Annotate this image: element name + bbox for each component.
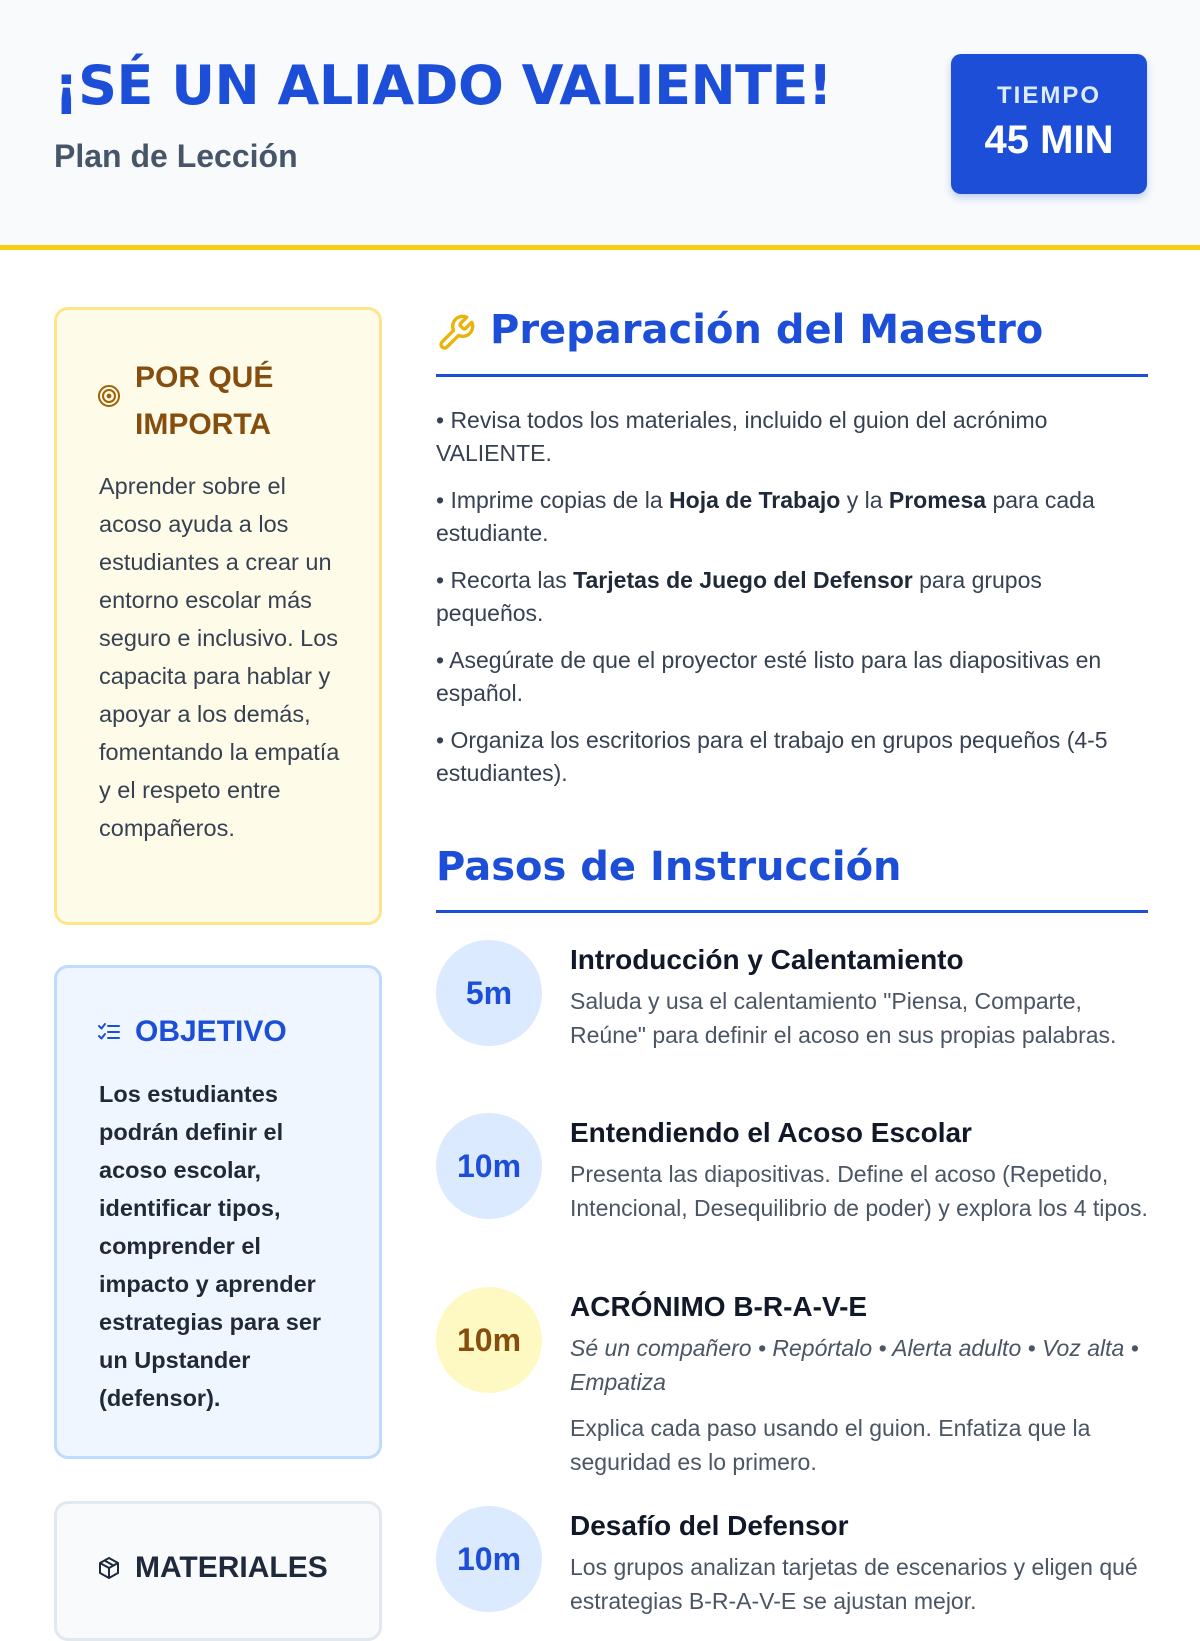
page-header [0, 0, 1200, 250]
step-title: Desafío del Defensor [570, 1510, 849, 1541]
why-it-matters-card [54, 307, 382, 925]
time-label: TIEMPO [996, 82, 1101, 109]
step-time-badge: 10m [436, 1113, 542, 1219]
step-time-badge: 10m [436, 1287, 542, 1393]
step-title: Entendiendo el Acoso Escolar [570, 1117, 972, 1148]
prep-item: • Asegúrate de que el proyector esté listo para las diapositivas en español. [436, 647, 1102, 706]
step-title: ACRÓNIMO B-R-A-V-E [570, 1291, 868, 1322]
page-title: ¡SÉ UN ALIADO VALIENTE! [54, 54, 833, 117]
step-acronym: Sé un compañero • Repórtalo • Alerta adulto • Voz alta • Empatiza [570, 1335, 1139, 1395]
why-it-matters-text: Aprender sobre el acoso ayuda a los estudiantes a crear un entorno escolar más seguro e inclusivo. Los capacita para hablar y apoyar a los demás, fomentando la empatía y el respeto entre compañeros. [99, 473, 340, 841]
teacher-prep-title: Preparación del Maestro [490, 307, 1044, 353]
step-description: Presenta las diapositivas. Define el acoso (Repetido, Intencional, Desequilibrio de poder) y explora los 4 tipos. [570, 1161, 1148, 1221]
prep-item: • Organiza los escritorios para el trabajo en grupos pequeños (4-5 estudiantes). [436, 727, 1108, 786]
step-time-badge: 10m [436, 1506, 542, 1612]
objective-label: OBJETIVO [135, 1015, 287, 1048]
instruction-steps-title: Pasos de Instrucción [436, 844, 902, 890]
prep-item: • Recorta las Tarjetas de Juego del Defensor para grupos pequeños. [436, 567, 1042, 626]
wrench-icon [436, 313, 476, 353]
prep-item: • Revisa todos los materiales, incluido el guion del acrónimo VALIENTE. [436, 407, 1048, 466]
page-subtitle: Plan de Lección [54, 138, 298, 174]
objective-text: Los estudiantes podrán definir el acoso escolar, identificar tipos, comprender el impacto y aprender estrategias para ser un Upstander (defensor). [99, 1081, 322, 1411]
step-title: Introducción y Calentamiento [570, 944, 964, 975]
materials-card [54, 1501, 382, 1641]
teacher-prep-header [436, 303, 1148, 377]
time-badge [951, 54, 1147, 194]
step-description: Explica cada paso usando el guion. Enfatiza que la seguridad es lo primero. [570, 1415, 1091, 1475]
step-description: Saluda y usa el calentamiento "Piensa, Comparte, Reúne" para definir el acoso en sus propias palabras. [570, 988, 1117, 1048]
step-time-badge: 5m [436, 940, 542, 1046]
teacher-prep-list [436, 404, 1148, 804]
materials-header [97, 1544, 349, 1591]
checklist-icon [97, 1020, 121, 1044]
objective-card [54, 965, 382, 1459]
materials-label: MATERIALES [135, 1551, 328, 1584]
why-it-matters-label: POR QUÉ IMPORTA [135, 361, 274, 441]
time-value: 45 MIN [984, 118, 1114, 162]
step-description: Los grupos analizan tarjetas de escenarios y eligen qué estrategias B-R-A-V-E se ajustan mejor. [570, 1554, 1138, 1614]
objective-header [97, 1008, 349, 1055]
prep-item: • Imprime copias de la Hoja de Trabajo y la Promesa para cada estudiante. [436, 487, 1095, 546]
box-icon [97, 1556, 121, 1580]
why-it-matters-header [97, 354, 349, 448]
target-icon [97, 384, 121, 408]
instruction-steps-header [436, 840, 1148, 913]
